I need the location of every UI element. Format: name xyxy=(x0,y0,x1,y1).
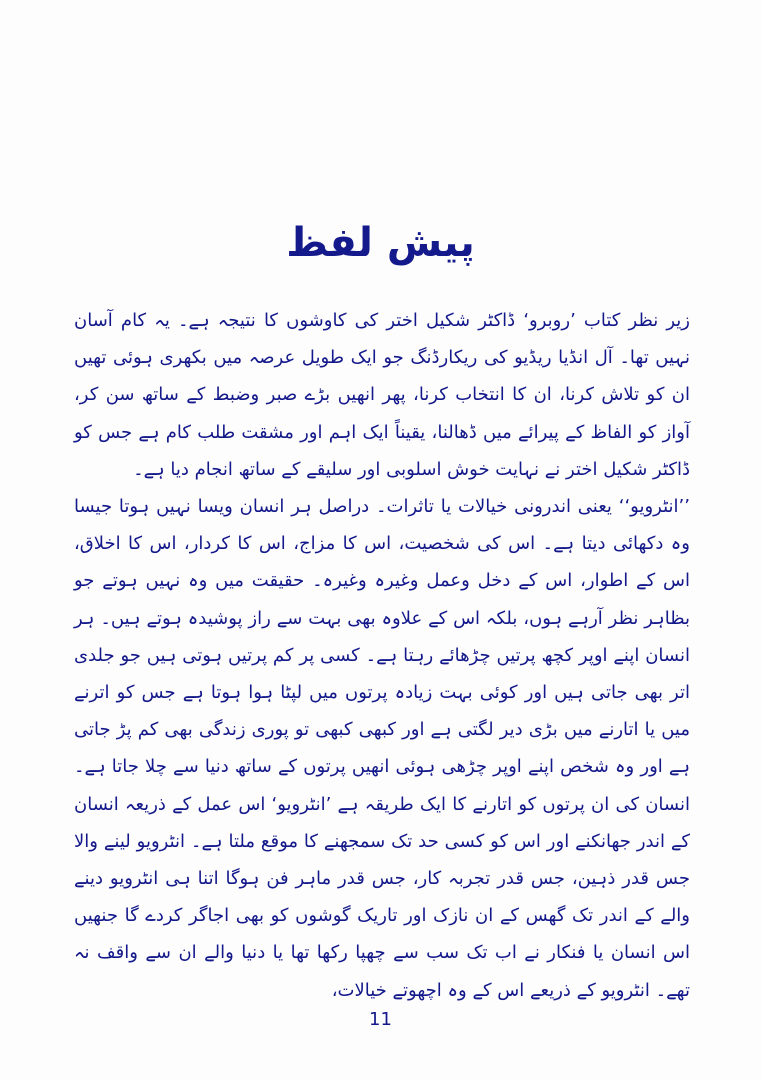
page-title: پیش لفظ xyxy=(286,220,475,266)
body-text xyxy=(74,302,690,1009)
paragraph-2: ’’انٹرویو‘‘ یعنی اندرونی خیالات یا تاثرات۔ دراصل ہر انسان ویسا نہیں ہوتا جیسا وہ دکھائی دیتا ہے۔ اس کی شخصیت، اس کا مزاج، اس کا کردار، اس کا اخلاق، اس کے اطوار، اس کے دخل وعمل وغیرہ وغیرہ۔ حقیقت میں وہ نہیں ہوتے جو بظاہر نظر آرہے ہوں، بلکہ اس کے علاوہ بھی بہت سے راز پوشیدہ ہوتے ہیں۔ ہر انسان اپنے اوپر کچھ پرتیں چڑھائے رہتا ہے۔ کسی پر کم پرتیں ہوتی ہیں جو جلدی اتر بھی جاتی ہیں اور کوئی بہت زیادہ پرتوں میں لپٹا ہوا ہوتا ہے جس کو اترنے میں یا اتارنے میں بڑی دیر لگتی ہے اور کبھی کبھی تو پوری زندگی بھی کم پڑ جاتی ہے اور وہ شخص اپنے اوپر چڑھی ہوئی انھیں پرتوں کے ساتھ دنیا سے چلا جاتا ہے۔ انسان کی ان پرتوں کو اتارنے کا ایک طریقہ ہے ’انٹرویو‘ اس عمل کے ذریعہ انسان کے اندر جھانکنے اور اس کو کسی حد تک سمجھنے کا موقع ملتا ہے۔ انٹرویو لینے والا جس قدر ذہین، جس قدر تجربہ کار، جس قدر ماہر فن ہوگا اتنا ہی انٹرویو دینے والے کے اندر تک گھس کے ان نازک اور تاریک گوشوں کو بھی اجاگر کردے گا جنھیں اس انسان یا فنکار نے اب تک سب سے چھپا رکھا تھا یا دنیا والے ان سے واقف نہ تھے۔ انٹرویو کے ذریعے اس کے وہ اچھوتے خیالات، xyxy=(74,496,690,1001)
page-number: 11 xyxy=(369,1009,392,1030)
paragraph-1: زیر نظر کتاب ’روبرو‘ ڈاکٹر شکیل اختر کی کاوشوں کا نتیجہ ہے۔ یہ کام آسان نہیں تھا۔ آل انڈیا ریڈیو کی ریکارڈنگ جو ایک طویل عرصہ میں بکھری ہوئی تھیں ان کو تلاش کرنا، ان کا انتخاب کرنا، پھر انھیں بڑے صبر وضبط کے ساتھ سن کر، آواز کو الفاظ کے پیرائے میں ڈھالنا، یقیناً ایک اہم اور مشقت طلب کام ہے جس کو ڈاکٹر شکیل اختر نے نہایت خوش اسلوبی اور سلیقے کے ساتھ انجام دیا ہے۔ xyxy=(74,310,690,480)
